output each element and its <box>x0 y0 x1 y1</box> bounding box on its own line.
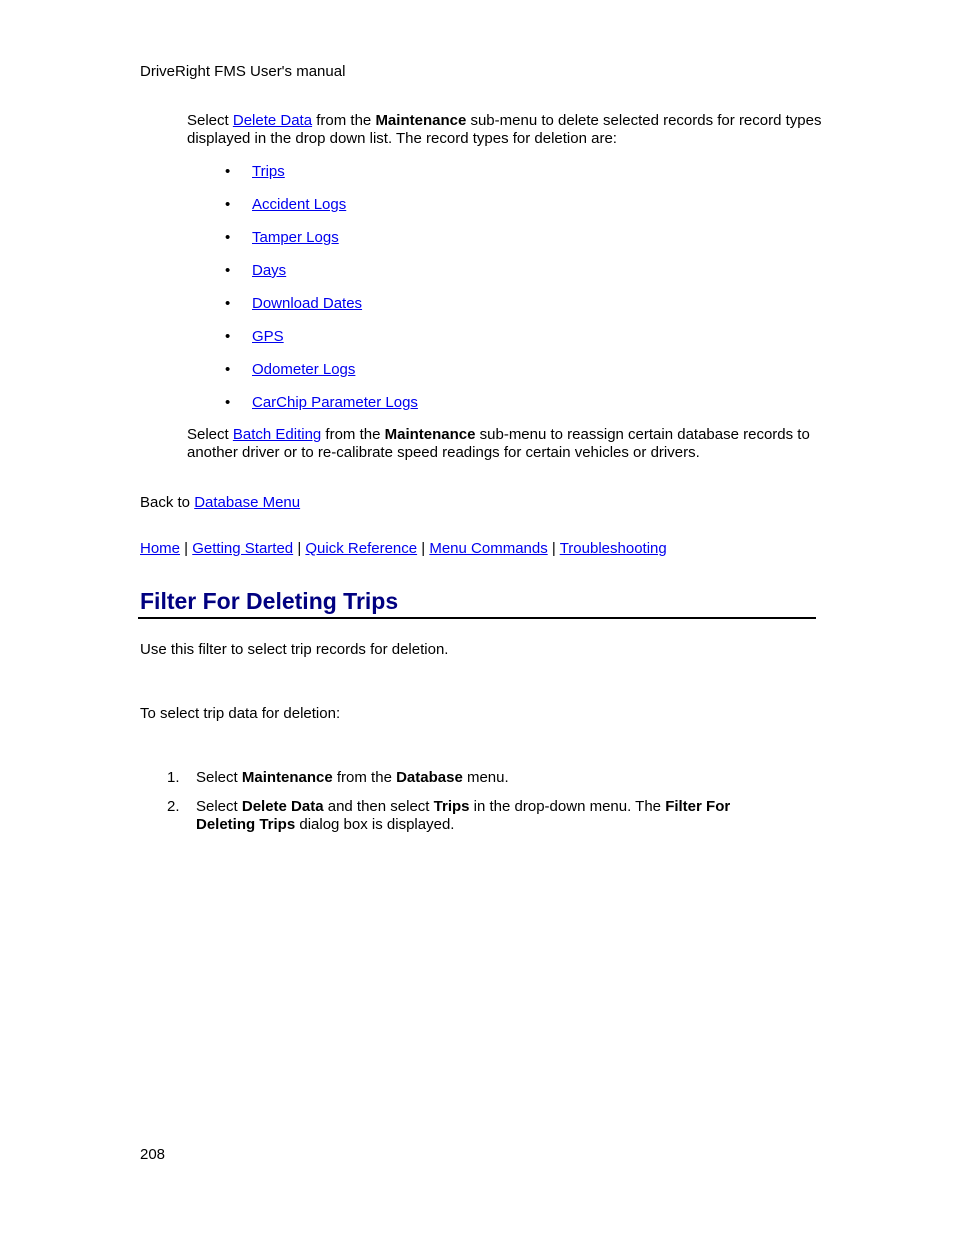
heading-divider <box>138 617 816 619</box>
bullet-icon: • <box>225 262 231 279</box>
batch-editing-paragraph <box>187 426 827 462</box>
maintenance-label: Maintenance <box>375 112 467 129</box>
step-text: Select Maintenance from the Database menu. <box>196 769 509 786</box>
document-header-title: DriveRight FMS User's manual <box>140 63 346 80</box>
maintenance-label: Maintenance <box>384 426 476 443</box>
intro-text: Select <box>187 112 233 129</box>
section-heading: Filter For Deleting Trips <box>140 588 399 614</box>
tamper-logs-link[interactable]: Tamper Logs <box>252 229 339 246</box>
carchip-parameter-logs-link[interactable]: CarChip Parameter Logs <box>252 394 418 411</box>
intro-text: sub-menu to delete selected records for record types displayed in the drop down list. The record types for deletion are: <box>187 112 822 147</box>
nav-separator: | <box>180 540 193 557</box>
nav-home-link[interactable]: Home <box>140 540 181 557</box>
trips-link[interactable]: Trips <box>252 163 285 180</box>
database-menu-link[interactable]: Database Menu <box>194 494 301 511</box>
nav-separator: | <box>293 540 306 557</box>
bullet-icon: • <box>225 196 231 213</box>
bullet-icon: • <box>225 163 231 180</box>
step-text: Select Delete Data and then select Trips in the drop-down menu. The Filter For Deleting Trips dialog box is displayed. <box>196 798 731 833</box>
gps-link[interactable]: GPS <box>252 328 284 345</box>
bullet-icon: • <box>225 394 231 411</box>
delete-data-link[interactable]: Delete Data <box>232 112 313 129</box>
accident-logs-link[interactable]: Accident Logs <box>252 196 347 213</box>
nav-separator: | <box>417 540 430 557</box>
odometer-logs-link[interactable]: Odometer Logs <box>252 361 356 378</box>
batch-text: from the <box>321 426 385 443</box>
step-number: 2. <box>167 798 180 815</box>
bullet-icon: • <box>225 295 231 312</box>
footer-nav <box>140 540 667 558</box>
nav-troubleshooting-link[interactable]: Troubleshooting <box>559 540 667 557</box>
download-dates-link[interactable]: Download Dates <box>252 295 363 312</box>
nav-quick-reference-link[interactable]: Quick Reference <box>305 540 418 557</box>
filter-description: Use this filter to select trip records for deletion. <box>140 641 449 658</box>
batch-text: Select <box>187 426 233 443</box>
nav-menu-commands-link[interactable]: Menu Commands <box>429 540 548 557</box>
bullet-icon: • <box>225 229 231 246</box>
batch-text: sub-menu to reassign certain database records to another driver or to re-calibrate speed readings for certain vehicles or drivers. <box>187 426 810 461</box>
back-prefix: Back to <box>140 494 195 511</box>
procedure-intro: To select trip data for deletion: <box>140 705 341 722</box>
intro-text: from the <box>312 112 376 129</box>
nav-getting-started-link[interactable]: Getting Started <box>192 540 294 557</box>
batch-editing-link[interactable]: Batch Editing <box>232 426 322 443</box>
step-number: 1. <box>167 769 180 786</box>
intro-paragraph <box>187 112 827 148</box>
bullet-icon: • <box>225 328 231 345</box>
days-link[interactable]: Days <box>252 262 287 279</box>
nav-separator: | <box>547 540 560 557</box>
back-link-line <box>140 494 300 512</box>
bullet-icon: • <box>225 361 231 378</box>
page-number: 208 <box>140 1146 166 1163</box>
